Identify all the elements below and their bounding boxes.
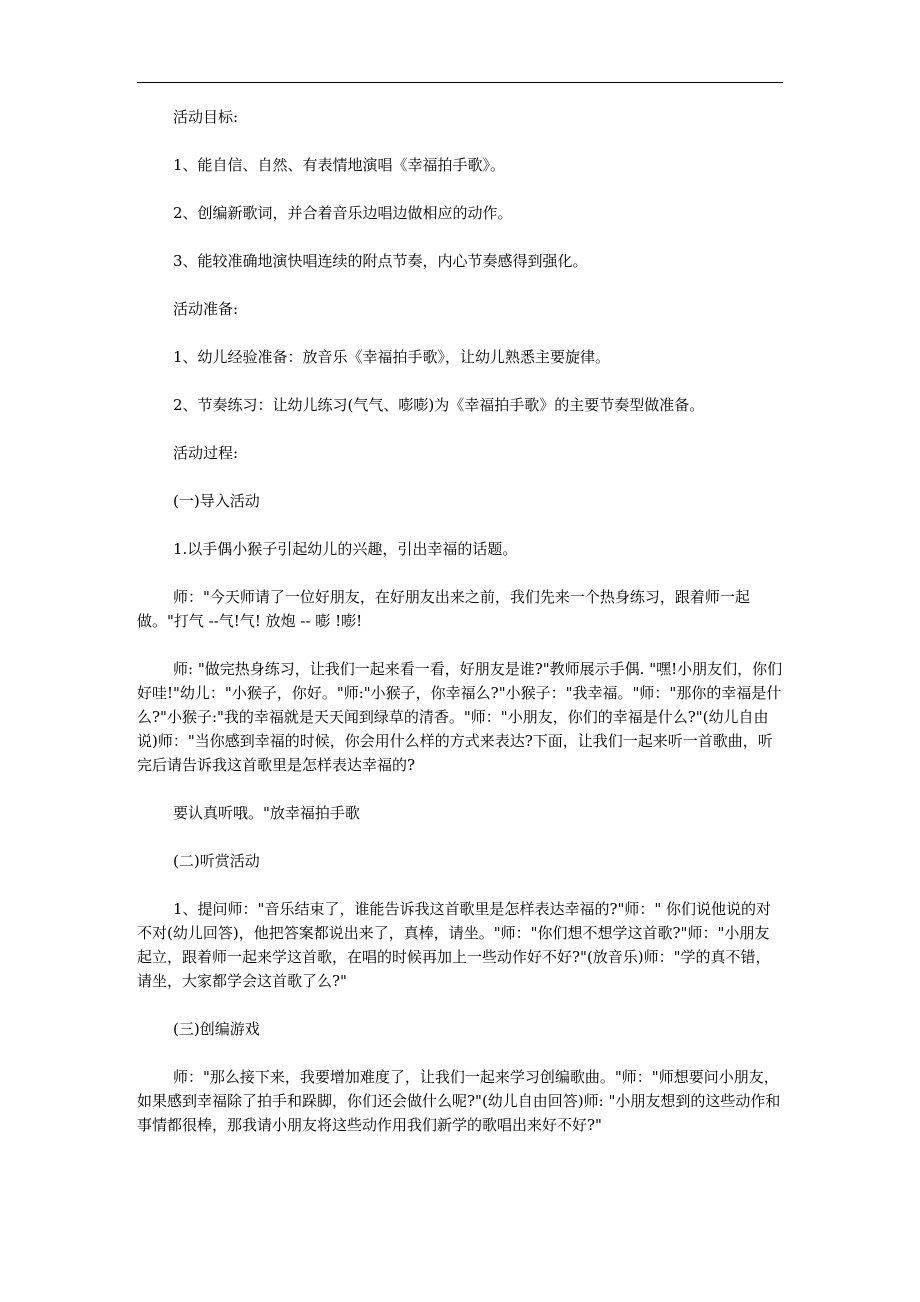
subsection-heading: (二)听赏活动 — [173, 852, 260, 870]
body-paragraph: 师："那么接下来，我要增加难度了，让我们一起来学习创编歌曲。"师："师想要问小朋友，如果感到幸福除了拍手和跺脚，你们还会做什么呢?"(幼儿自由回答)师: "小朋友想到的这些动作和事情都很棒，那我请小朋友将这些动作用我们新学的歌唱出来好不好?" — [137, 1068, 781, 1134]
section-heading-preparation: 活动准备: — [173, 300, 239, 318]
document-body — [137, 105, 783, 1161]
goal-item: 1、能自信、自然、有表情地演唱《幸福拍手歌》。 — [173, 156, 506, 174]
section-heading-goals: 活动目标: — [173, 108, 239, 126]
header-rule — [137, 82, 783, 83]
subsection-heading: (三)创编游戏 — [173, 1020, 260, 1038]
goal-item: 2、创编新歌词，并合着音乐边唱边做相应的动作。 — [173, 204, 513, 222]
body-paragraph: 1、提问师："音乐结束了，谁能告诉我这首歌里是怎样表达幸福的?"师：" 你们说他说的对不对(幼儿回答)，他把答案都说出来了，真棒，请坐。"师："你们想不想学这首歌?"师："小朋友起立，跟着师一起来学这首歌，在唱的时候再加上一些动作好不好?"(放音乐)师："学的真不错，请坐，大家都学会这首歌了么?" — [137, 900, 772, 990]
section-heading-process: 活动过程: — [173, 444, 239, 462]
goal-item: 3、能较准确地演快唱连续的附点节奏，内心节奏感得到强化。 — [173, 252, 588, 270]
subsection-heading: (一)导入活动 — [173, 492, 260, 510]
body-paragraph: 师: "做完热身练习，让我们一起来看一看，好朋友是谁?"教师展示手偶. "嘿!小朋友们，你们好哇!"幼儿："小猴子，你好。"师:"小猴子，你幸福么?"小猴子："我幸福。"师："那你的幸福是什么?"小猴子:"我的幸福就是天天闻到绿草的清香。"师："小朋友，你们的幸福是什么?"(幼儿自由说)师："当你感到幸福的时候，你会用什么样的方式来表达?下面，让我们一起来听一首歌曲，听完后请告诉我这首歌里是怎样表达幸福的? — [137, 660, 783, 774]
preparation-item: 2、节奏练习：让幼儿练习(气气、嘭嘭)为《幸福拍手歌》的主要节奏型做准备。 — [173, 396, 705, 414]
body-paragraph: 1.以手偶小猴子引起幼儿的兴趣，引出幸福的话题。 — [173, 540, 518, 558]
body-paragraph: 师："今天师请了一位好朋友，在好朋友出来之前，我们先来一个热身练习，跟着师一起做。"打气 --气!气! 放炮 -- 嘭 !嘭! — [137, 588, 750, 630]
body-paragraph: 要认真听哦。"放幸福拍手歌 — [173, 804, 360, 822]
preparation-item: 1、幼儿经验准备：放音乐《幸福拍手歌》，让幼儿熟悉主要旋律。 — [173, 348, 611, 366]
